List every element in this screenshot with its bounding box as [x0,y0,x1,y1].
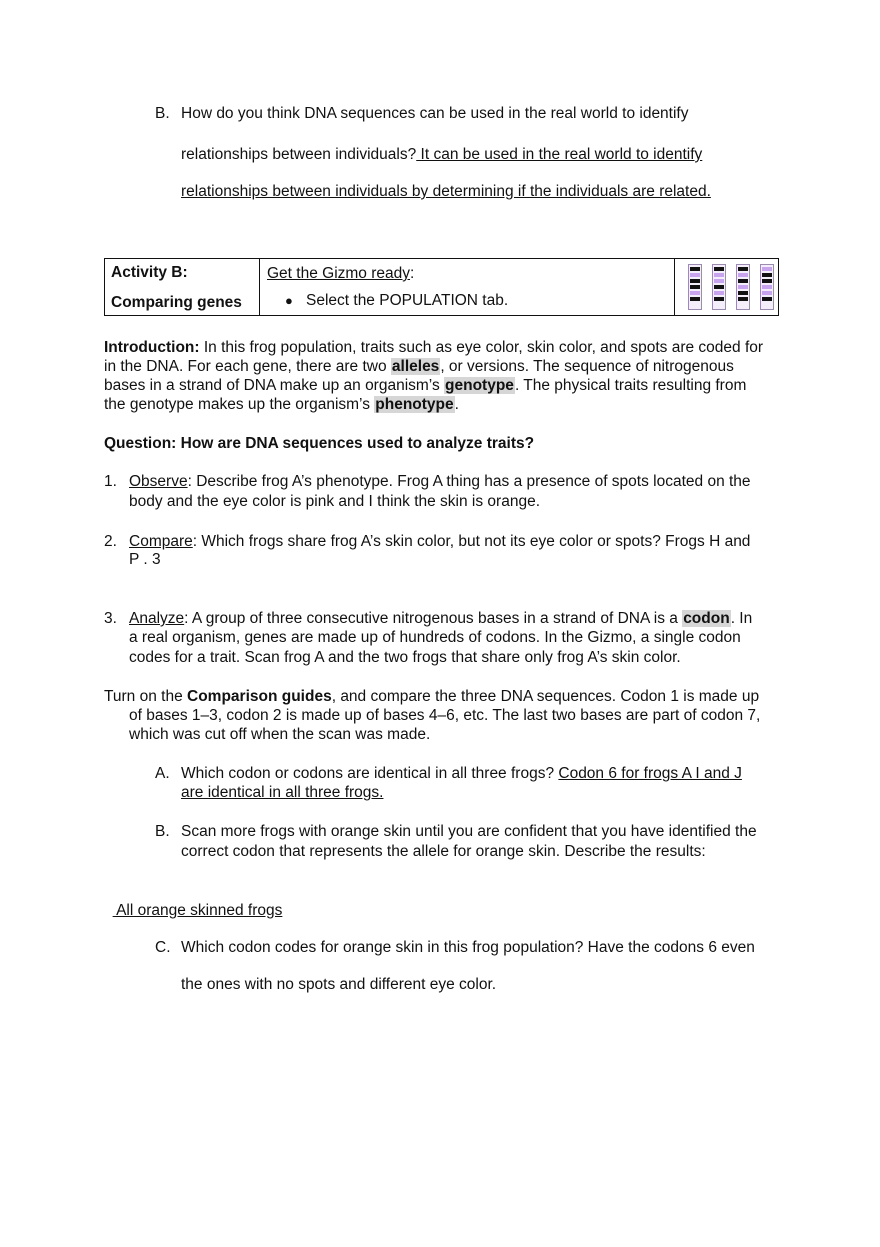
q1-number: 1. [104,473,117,490]
q1-text1: : Describe frog A’s phenotype. Frog A thing has a presence of spots located on the [187,473,751,490]
q1-line1 [129,472,751,492]
gizmo-ready-line [267,264,414,284]
activity-title: Activity B: [111,264,188,281]
sub-a-answer2: are identical in all three frogs. [181,784,384,801]
bullet-icon: ● [285,293,293,308]
sub-a-line1 [181,764,742,784]
sub-b-answer-text: All orange skinned frogs [112,902,283,919]
dna-strip-icon [736,264,750,310]
intro-text1: In this frog population, traits such as eye color, skin color, and spots are coded for [199,339,764,356]
dna-strip-icon [688,264,702,310]
intro-line1 [104,338,763,358]
term-phenotype: phenotype [375,396,454,413]
q3-line3: codes for a trait. Scan frog A and the two frogs that share only frog A’s skin color. [129,649,681,666]
gizmo-step: Select the POPULATION tab. [306,292,509,309]
gizmo-ready-colon: : [410,265,415,282]
dna-strips-icon [674,259,778,315]
q2-answer-line2: P . 3 [129,551,161,568]
sub-c-line1: Which codon codes for orange skin in this frog population? Have the codons 6 even [181,939,755,956]
part-b-letter: B. [155,105,170,122]
q1-answer-line2: body and the eye color is pink and I think the skin is orange. [129,493,540,510]
dna-strip-icon [712,264,726,310]
q2-label: Compare [129,533,193,550]
q3-label: Analyze [129,610,185,627]
q2-text1: : Which frogs share frog A’s skin color, but not its eye color or spots? Frogs H and [192,533,751,550]
sub-c-line2: the ones with no spots and different eye color. [181,976,497,993]
intro-text4b: . [454,396,459,413]
turnon-line1 [104,687,759,707]
dna-strip-icon [760,264,774,310]
sub-a-answer1: Codon 6 for frogs A I and J [558,765,742,782]
q3-number: 3. [104,610,117,627]
gizmo-ready-label: Get the Gizmo ready [267,265,411,282]
intro-text3a: bases in a strand of DNA make up an organism’s [104,377,445,394]
term-genotype: genotype [445,377,514,394]
activity-title-cell [105,259,260,315]
intro-text3b: . The physical traits resulting from [514,377,747,394]
intro-line3 [104,376,746,396]
part-b-question-line1: How do you think DNA sequences can be used in the real world to identify [181,105,689,122]
q2-number: 2. [104,533,117,550]
part-b-line3 [181,182,711,202]
intro-text2a: in the DNA. For each gene, there are two [104,358,391,375]
term-alleles: alleles [391,358,440,375]
sub-a-question: Which codon or codons are identical in all three frogs? [181,765,559,782]
question-heading: Question: How are DNA sequences used to analyze traits? [104,435,535,452]
intro-label: Introduction: [104,339,200,356]
q1-label: Observe [129,473,188,490]
sub-b-line1: Scan more frogs with orange skin until you are confident that you have identified the [181,823,757,840]
comparison-guides-term: Comparison guides [187,688,332,705]
intro-line2 [104,357,734,377]
activity-table [104,258,779,316]
sub-b-line2: correct codon that represents the allele for orange skin. Describe the results: [181,843,706,860]
sub-b-letter: B. [155,823,170,840]
q3-text1b: . In [730,610,753,627]
intro-text4a: the genotype makes up the organism’s [104,396,375,413]
turnon-line2: of bases 1–3, codon 2 is made up of bases 4–6, etc. The last two bases are part of codon 7, [129,707,761,724]
term-codon: codon [683,610,730,627]
intro-line4 [104,395,459,415]
sub-a-letter: A. [155,765,170,782]
part-b-answer-line2: relationships between individuals by determining if the individuals are related. [181,183,711,200]
part-b-question-line2: relationships between individuals? [181,146,417,163]
q3-line2: a real organism, genes are made up of hundreds of codons. In the Gizmo, a single codon [129,629,741,646]
turnon-text1b: , and compare the three DNA sequences. Codon 1 is made up [331,688,760,705]
intro-text2b: , or versions. The sequence of nitrogenous [440,358,734,375]
sub-c-letter: C. [155,939,171,956]
turnon-text1a: Turn on the [104,688,188,705]
turnon-line3: which was cut off when the scan was made. [129,726,431,743]
q3-text1a: : A group of three consecutive nitrogenous bases in a strand of DNA is a [184,610,683,627]
part-b-answer-line1: It can be used in the real world to identify [416,146,703,163]
q2-line1 [129,532,750,552]
activity-subtitle: Comparing genes [111,294,242,311]
sub-a-line2 [181,783,383,803]
part-b-line2 [181,145,702,165]
q3-line1 [129,609,752,629]
sub-b-answer [104,881,282,921]
